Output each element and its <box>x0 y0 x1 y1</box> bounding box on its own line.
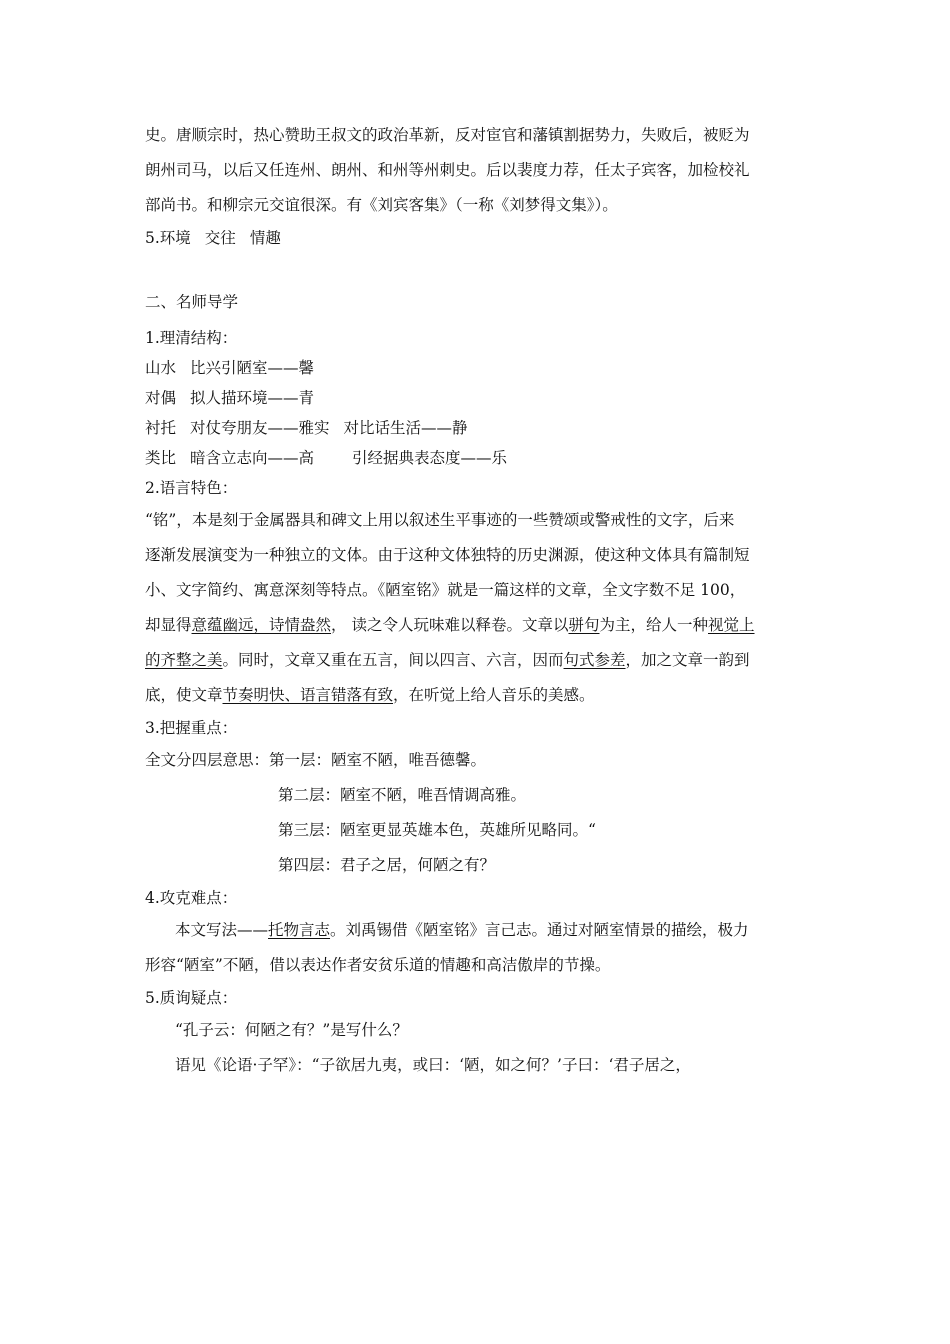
key-points-layer: 全文分四层意思：第一层：陋室不陋，唯吾德馨。 <box>145 751 487 769</box>
section-2-title: 二、名师导学 <box>145 293 239 311</box>
underlined-phrase: 句式参差 <box>563 651 626 669</box>
structure-heading: 1.理清结构： <box>145 329 238 347</box>
structure-row: 对偶 拟人描环境——青 <box>145 389 315 407</box>
structure-row: 类比 暗含立志向——高 引经据典表态度——乐 <box>145 449 508 467</box>
language-line: 逐渐发展演变为一种独立的文体。由于这种文体独特的历史渊源，使这种文体具有篇制短 <box>145 546 750 564</box>
underlined-phrase: 骈句 <box>568 616 600 634</box>
underlined-phrase: 的齐整之美 <box>145 651 223 669</box>
underlined-phrase: 意蕴幽远，诗情盎然 <box>191 616 332 634</box>
difficulty-heading: 4.攻克难点： <box>145 889 238 907</box>
item-5-environment: 5.环境 交往 情趣 <box>145 229 281 247</box>
underlined-phrase: 视觉上 <box>708 616 755 634</box>
question-text: “孔子云：何陋之有？”是写什么？ <box>175 1021 408 1039</box>
language-line: 小、文字简约、寓意深刻等特点。《陋室铭》就是一篇这样的文章，全文字数不足 100， <box>145 581 746 599</box>
language-line: 却显得意蕴幽远，诗情盎然， 读之令人玩味难以释卷。文章以骈句为主，给人一种视觉上 <box>145 616 755 634</box>
bio-line-1: 史。唐顺宗时，热心赞助王叔文的政治革新，反对宦官和藩镇割据势力，失败后，被贬为 <box>145 126 750 144</box>
key-points-layer: 第四层：君子之居，何陋之有？ <box>278 856 496 874</box>
key-points-layer: 第三层：陋室更显英雄本色，英雄所见略同。“ <box>278 821 596 839</box>
structure-row: 衬托 对仗夸朋友——雅实 对比话生活——静 <box>145 419 468 437</box>
question-heading: 5.质询疑点： <box>145 989 238 1007</box>
language-line: “铭”，本是刻于金属器具和碑文上用以叙述生平事迹的一些赞颂或警戒性的文字，后来 <box>145 511 735 529</box>
difficulty-line: 形容“陋室”不陋，借以表达作者安贫乐道的情趣和高洁傲岸的节操。 <box>145 956 611 974</box>
structure-row: 山水 比兴引陋室——馨 <box>145 359 315 377</box>
bio-line-3: 部尚书。和柳宗元交谊很深。有《刘宾客集》（一称《刘梦得文集》）。 <box>145 196 618 214</box>
language-line: 底，使文章节奏明快、语言错落有致，在听觉上给人音乐的美感。 <box>145 686 595 704</box>
page-content <box>145 118 810 1083</box>
key-points-heading: 3.把握重点： <box>145 719 238 737</box>
answer-text: 语见《论语·子罕》：“子欲居九夷，或曰：‘陋，如之何？’子曰：‘君子居之， <box>175 1056 691 1074</box>
key-points-layer: 第二层：陋室不陋，唯吾情调高雅。 <box>278 786 527 804</box>
difficulty-line: 本文写法——托物言志。刘禹锡借《陋室铭》言己志。通过对陋室情景的描绘，极力 <box>175 921 749 939</box>
underlined-phrase: 节奏明快、语言错落有致 <box>222 686 394 704</box>
underlined-phrase: 托物言志 <box>268 921 331 939</box>
language-line: 的齐整之美。同时，文章又重在五言，间以四言、六言，因而句式参差，加之文章一韵到 <box>145 651 750 669</box>
language-heading: 2.语言特色： <box>145 479 238 497</box>
bio-line-2: 朗州司马，以后又任连州、朗州、和州等州刺史。后以裴度力荐，任太子宾客，加检校礼 <box>145 161 750 179</box>
